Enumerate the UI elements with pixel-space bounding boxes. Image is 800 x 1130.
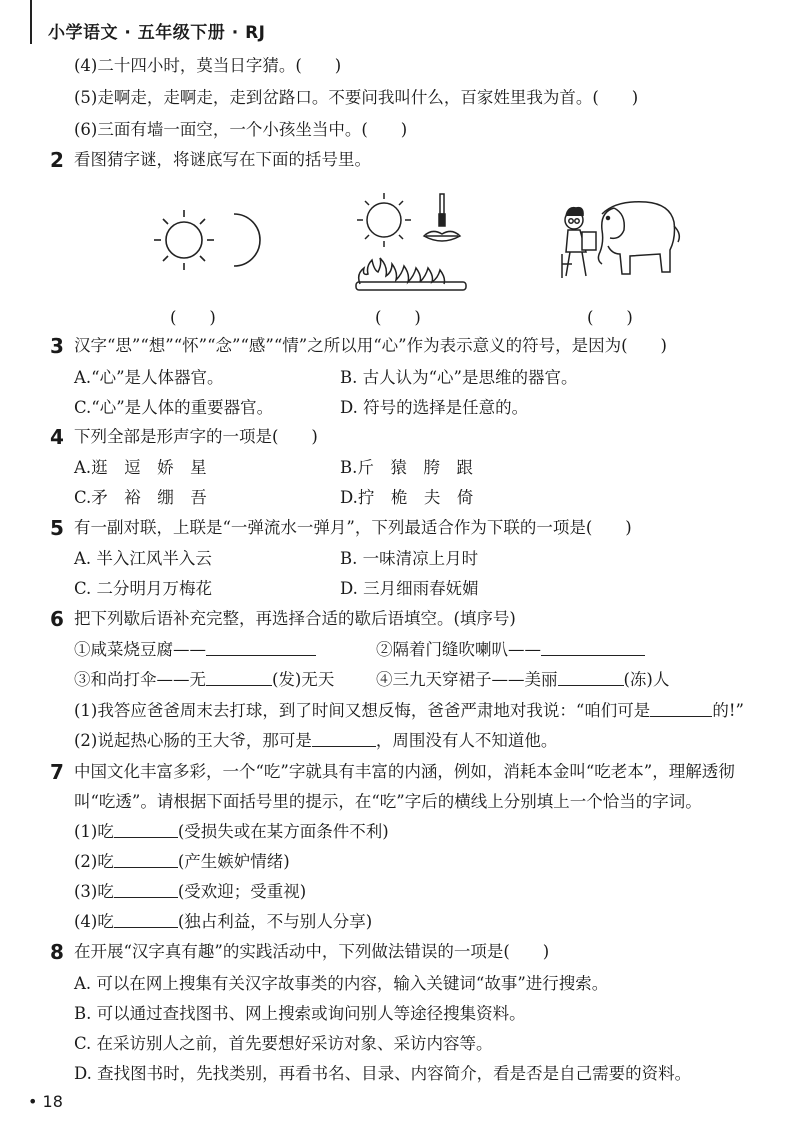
xiehouyu-item-4: [376, 668, 669, 692]
option-b[interactable]: B.斤 猿 胯 跟: [340, 458, 473, 477]
chi-hint: (受损失或在某方面条件不利): [177, 822, 389, 841]
sentence-text: (2)说起热心肠的王大爷，那可是: [74, 731, 312, 750]
option-d[interactable]: D. 符号的选择是任意的。: [340, 398, 529, 417]
chi-item-1: [74, 820, 389, 844]
fill-blank[interactable]: [114, 821, 178, 838]
question-number: 3: [50, 334, 64, 358]
xiehouyu-text: (发)无天: [272, 670, 335, 689]
option-a[interactable]: A. 半入江风半入云: [74, 549, 212, 568]
sentence-text: ，周围没有人不知道他。: [375, 731, 558, 750]
chi-hint: (产生嫉妒情绪): [177, 852, 290, 871]
question-stem: 下列全部是形声字的一项是( ): [74, 427, 318, 446]
question-number: 6: [50, 607, 64, 631]
page-number: • 18: [28, 1092, 63, 1111]
sentence-2: [74, 729, 557, 753]
fill-blank[interactable]: [541, 639, 645, 656]
fill-blank[interactable]: [114, 911, 178, 928]
option-c[interactable]: C.矛 裕 绷 吾: [74, 488, 207, 507]
xiehouyu-text: ①咸菜烧豆腐——: [74, 640, 206, 659]
fill-blank[interactable]: [206, 669, 272, 686]
option-a[interactable]: A.逛 逗 娇 星: [74, 458, 207, 477]
chi-hint: (独占利益，不与别人分享): [177, 912, 373, 931]
question-stem: 有一副对联，上联是“一弹流水一弹月”，下列最适合作为下联的一项是( ): [74, 518, 632, 537]
answer-paren-2[interactable]: ( ): [375, 308, 421, 327]
riddle-item-5: (5)走啊走，走啊走，走到岔路口。不要问我叫什么，百家姓里我为首。( ): [74, 88, 639, 107]
question-stem: 在开展“汉字真有趣”的实践活动中，下列做法错误的一项是( ): [74, 942, 550, 961]
option-b[interactable]: B. 可以通过查找图书、网上搜索或询问别人等途径搜集资料。: [74, 1004, 526, 1023]
fill-blank[interactable]: [114, 881, 178, 898]
chi-hint: (受欢迎；受重视): [177, 882, 307, 901]
sentence-text: 的!”: [712, 701, 744, 720]
question-stem-line-2: 叫“吃透”。请根据下面括号里的提示，在“吃”字后的横线上分别填上一个恰当的字词。: [74, 792, 702, 811]
option-c[interactable]: C. 二分明月万梅花: [74, 579, 213, 598]
option-d[interactable]: D.拧 桅 夫 倚: [340, 488, 474, 507]
chi-item-2: [74, 850, 290, 874]
question-number: 4: [50, 425, 64, 449]
xiehouyu-item-3: [74, 668, 334, 692]
option-b[interactable]: B. 古人认为“心”是思维的器官。: [340, 368, 578, 387]
riddle-item-6: (6)三面有墙一面空，一个小孩坐当中。( ): [74, 120, 408, 139]
question-number: 5: [50, 516, 64, 540]
boy-elephant-picture: [556, 194, 686, 284]
option-c[interactable]: C.“心”是人体的重要器官。: [74, 398, 274, 417]
corner-mark: [30, 0, 32, 44]
chi-item-3: [74, 880, 306, 904]
fill-blank[interactable]: [206, 639, 316, 656]
option-a[interactable]: A. 可以在网上搜集有关汉字故事类的内容，输入关键词“故事”进行搜索。: [74, 974, 609, 993]
question-number: 2: [50, 148, 64, 172]
xiehouyu-item-2: [376, 638, 645, 662]
option-a[interactable]: A.“心”是人体器官。: [74, 368, 224, 387]
sun-knife-fire-picture: [352, 188, 472, 293]
xiehouyu-text: ④三九天穿裙子——美丽: [376, 670, 558, 689]
fill-blank[interactable]: [312, 730, 376, 747]
riddle-item-4: (4)二十四小时，莫当日字猜。( ): [74, 56, 342, 75]
option-c[interactable]: C. 在采访别人之前，首先要想好采访对象、采访内容等。: [74, 1034, 493, 1053]
answer-paren-3[interactable]: ( ): [587, 308, 633, 327]
option-d[interactable]: D. 三月细雨春妩媚: [340, 579, 479, 598]
sentence-1: [74, 699, 744, 723]
xiehouyu-text: ②隔着门缝吹喇叭——: [376, 640, 541, 659]
question-stem: 汉字“思”“想”“怀”“念”“感”“情”之所以用“心”作为表示意义的符号，是因为( ): [74, 336, 667, 355]
sentence-text: (1)我答应爸爸周末去打球，到了时间又想反悔，爸爸严肃地对我说：“咱们可是: [74, 701, 651, 720]
chi-prefix: (3)吃: [74, 882, 114, 901]
chi-prefix: (4)吃: [74, 912, 114, 931]
xiehouyu-item-1: [74, 638, 316, 662]
answer-paren-1[interactable]: ( ): [170, 308, 216, 327]
fill-blank[interactable]: [114, 851, 178, 868]
question-stem: 看图猜字谜，将谜底写在下面的括号里。: [74, 150, 371, 169]
chi-prefix: (2)吃: [74, 852, 114, 871]
chi-prefix: (1)吃: [74, 822, 114, 841]
question-number: 7: [50, 760, 64, 784]
chi-item-4: [74, 910, 372, 934]
sun-moon-picture: [146, 200, 266, 280]
question-number: 8: [50, 940, 64, 964]
xiehouyu-text: ③和尚打伞——无: [74, 670, 206, 689]
fill-blank[interactable]: [650, 700, 712, 717]
page-header: 小学语文 · 五年级下册 · RJ: [48, 23, 266, 43]
question-stem: 把下列歇后语补充完整，再选择合适的歇后语填空。(填序号): [74, 609, 516, 628]
xiehouyu-text: (冻)人: [623, 670, 670, 689]
option-b[interactable]: B. 一味清凉上月时: [340, 549, 479, 568]
fill-blank[interactable]: [558, 669, 624, 686]
question-stem-line-1: 中国文化丰富多彩，一个“吃”字就具有丰富的内涵，例如，消耗本金叫“吃老本”，理解透彻: [74, 762, 735, 781]
option-d[interactable]: D. 查找图书时，先找类别，再看书名、目录、内容简介，看是否是自己需要的资料。: [74, 1064, 692, 1083]
